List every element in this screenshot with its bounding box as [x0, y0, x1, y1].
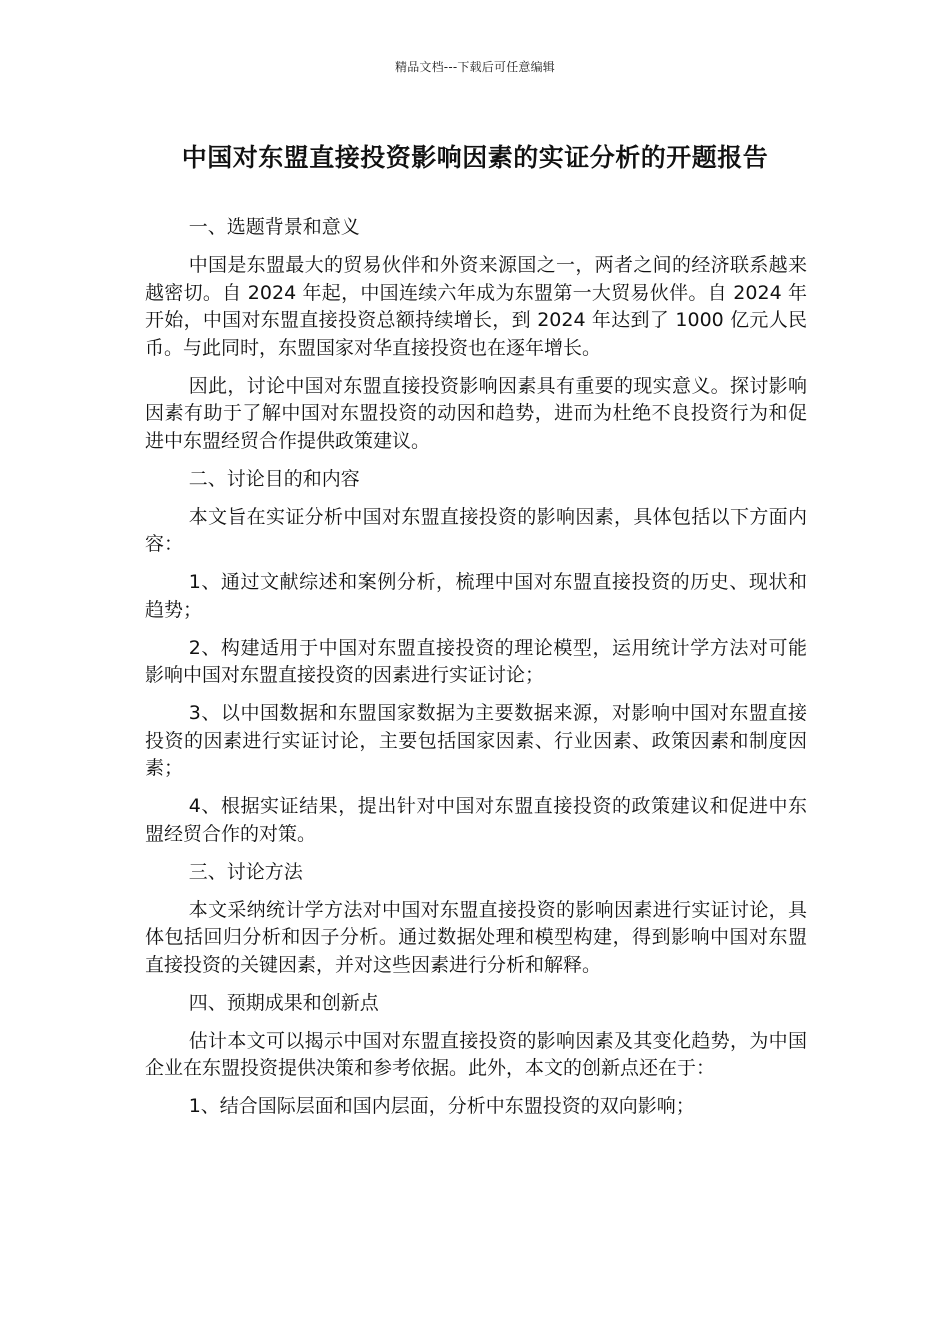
list-item-purpose-2: 2、构建适用于中国对东盟直接投资的理论模型，运用统计学方法对可能影响中国对东盟直接投资的因素进行实证讨论； [145, 636, 807, 686]
paragraph-purpose-intro: 本文旨在实证分析中国对东盟直接投资的影响因素，具体包括以下方面内容： [145, 505, 807, 555]
paragraph-background-2: 因此，讨论中国对东盟直接投资影响因素具有重要的现实意义。探讨影响因素有助于了解中国对东盟投资的动因和趋势，进而为杜绝不良投资行为和促进中东盟经贸合作提供政策建议。 [145, 374, 807, 452]
header-note: 精品文档---下载后可任意编辑 [395, 60, 555, 74]
document-title: 中国对东盟直接投资影响因素的实证分析的开题报告 [181, 143, 769, 172]
list-item-purpose-1: 1、通过文献综述和案例分析，梳理中国对东盟直接投资的历史、现状和趋势； [145, 571, 807, 621]
document-body [145, 214, 807, 1131]
list-item-innovation-1: 1、结合国际层面和国内层面，分析中东盟投资的双向影响； [188, 1095, 695, 1117]
paragraph-outcomes: 估计本文可以揭示中国对东盟直接投资的影响因素及其变化趋势，为中国企业在东盟投资提供决策和参考依据。此外，本文的创新点还在于： [145, 1029, 807, 1079]
paragraph-background-1: 中国是东盟最大的贸易伙伴和外资来源国之一，两者之间的经济联系越来越密切。自 2024 年起，中国连续六年成为东盟第一大贸易伙伴。自 2024 年开始，中国对东盟直接投资总额持续增长，到 2024 年达到了 1000 亿元人民币。与此同时，东盟国家对华直接投资也在逐年增长。 [145, 254, 807, 359]
section-heading-background: 一、选题背景和意义 [188, 216, 360, 238]
list-item-purpose-4: 4、根据实证结果，提出针对中国对东盟直接投资的政策建议和促进中东盟经贸合作的对策。 [145, 795, 807, 845]
section-heading-purpose: 二、讨论目的和内容 [188, 467, 360, 490]
section-heading-outcomes: 四、预期成果和创新点 [188, 991, 379, 1014]
list-item-purpose-3: 3、以中国数据和东盟国家数据为主要数据来源，对影响中国对东盟直接投资的因素进行实证讨论，主要包括国家因素、行业因素、政策因素和制度因素； [145, 702, 807, 779]
section-heading-method: 三、讨论方法 [188, 860, 303, 883]
paragraph-method: 本文采纳统计学方法对中国对东盟直接投资的影响因素进行实证讨论，具体包括回归分析和因子分析。通过数据处理和模型构建，得到影响中国对东盟直接投资的关键因素，并对这些因素进行分析和解释。 [145, 898, 807, 976]
